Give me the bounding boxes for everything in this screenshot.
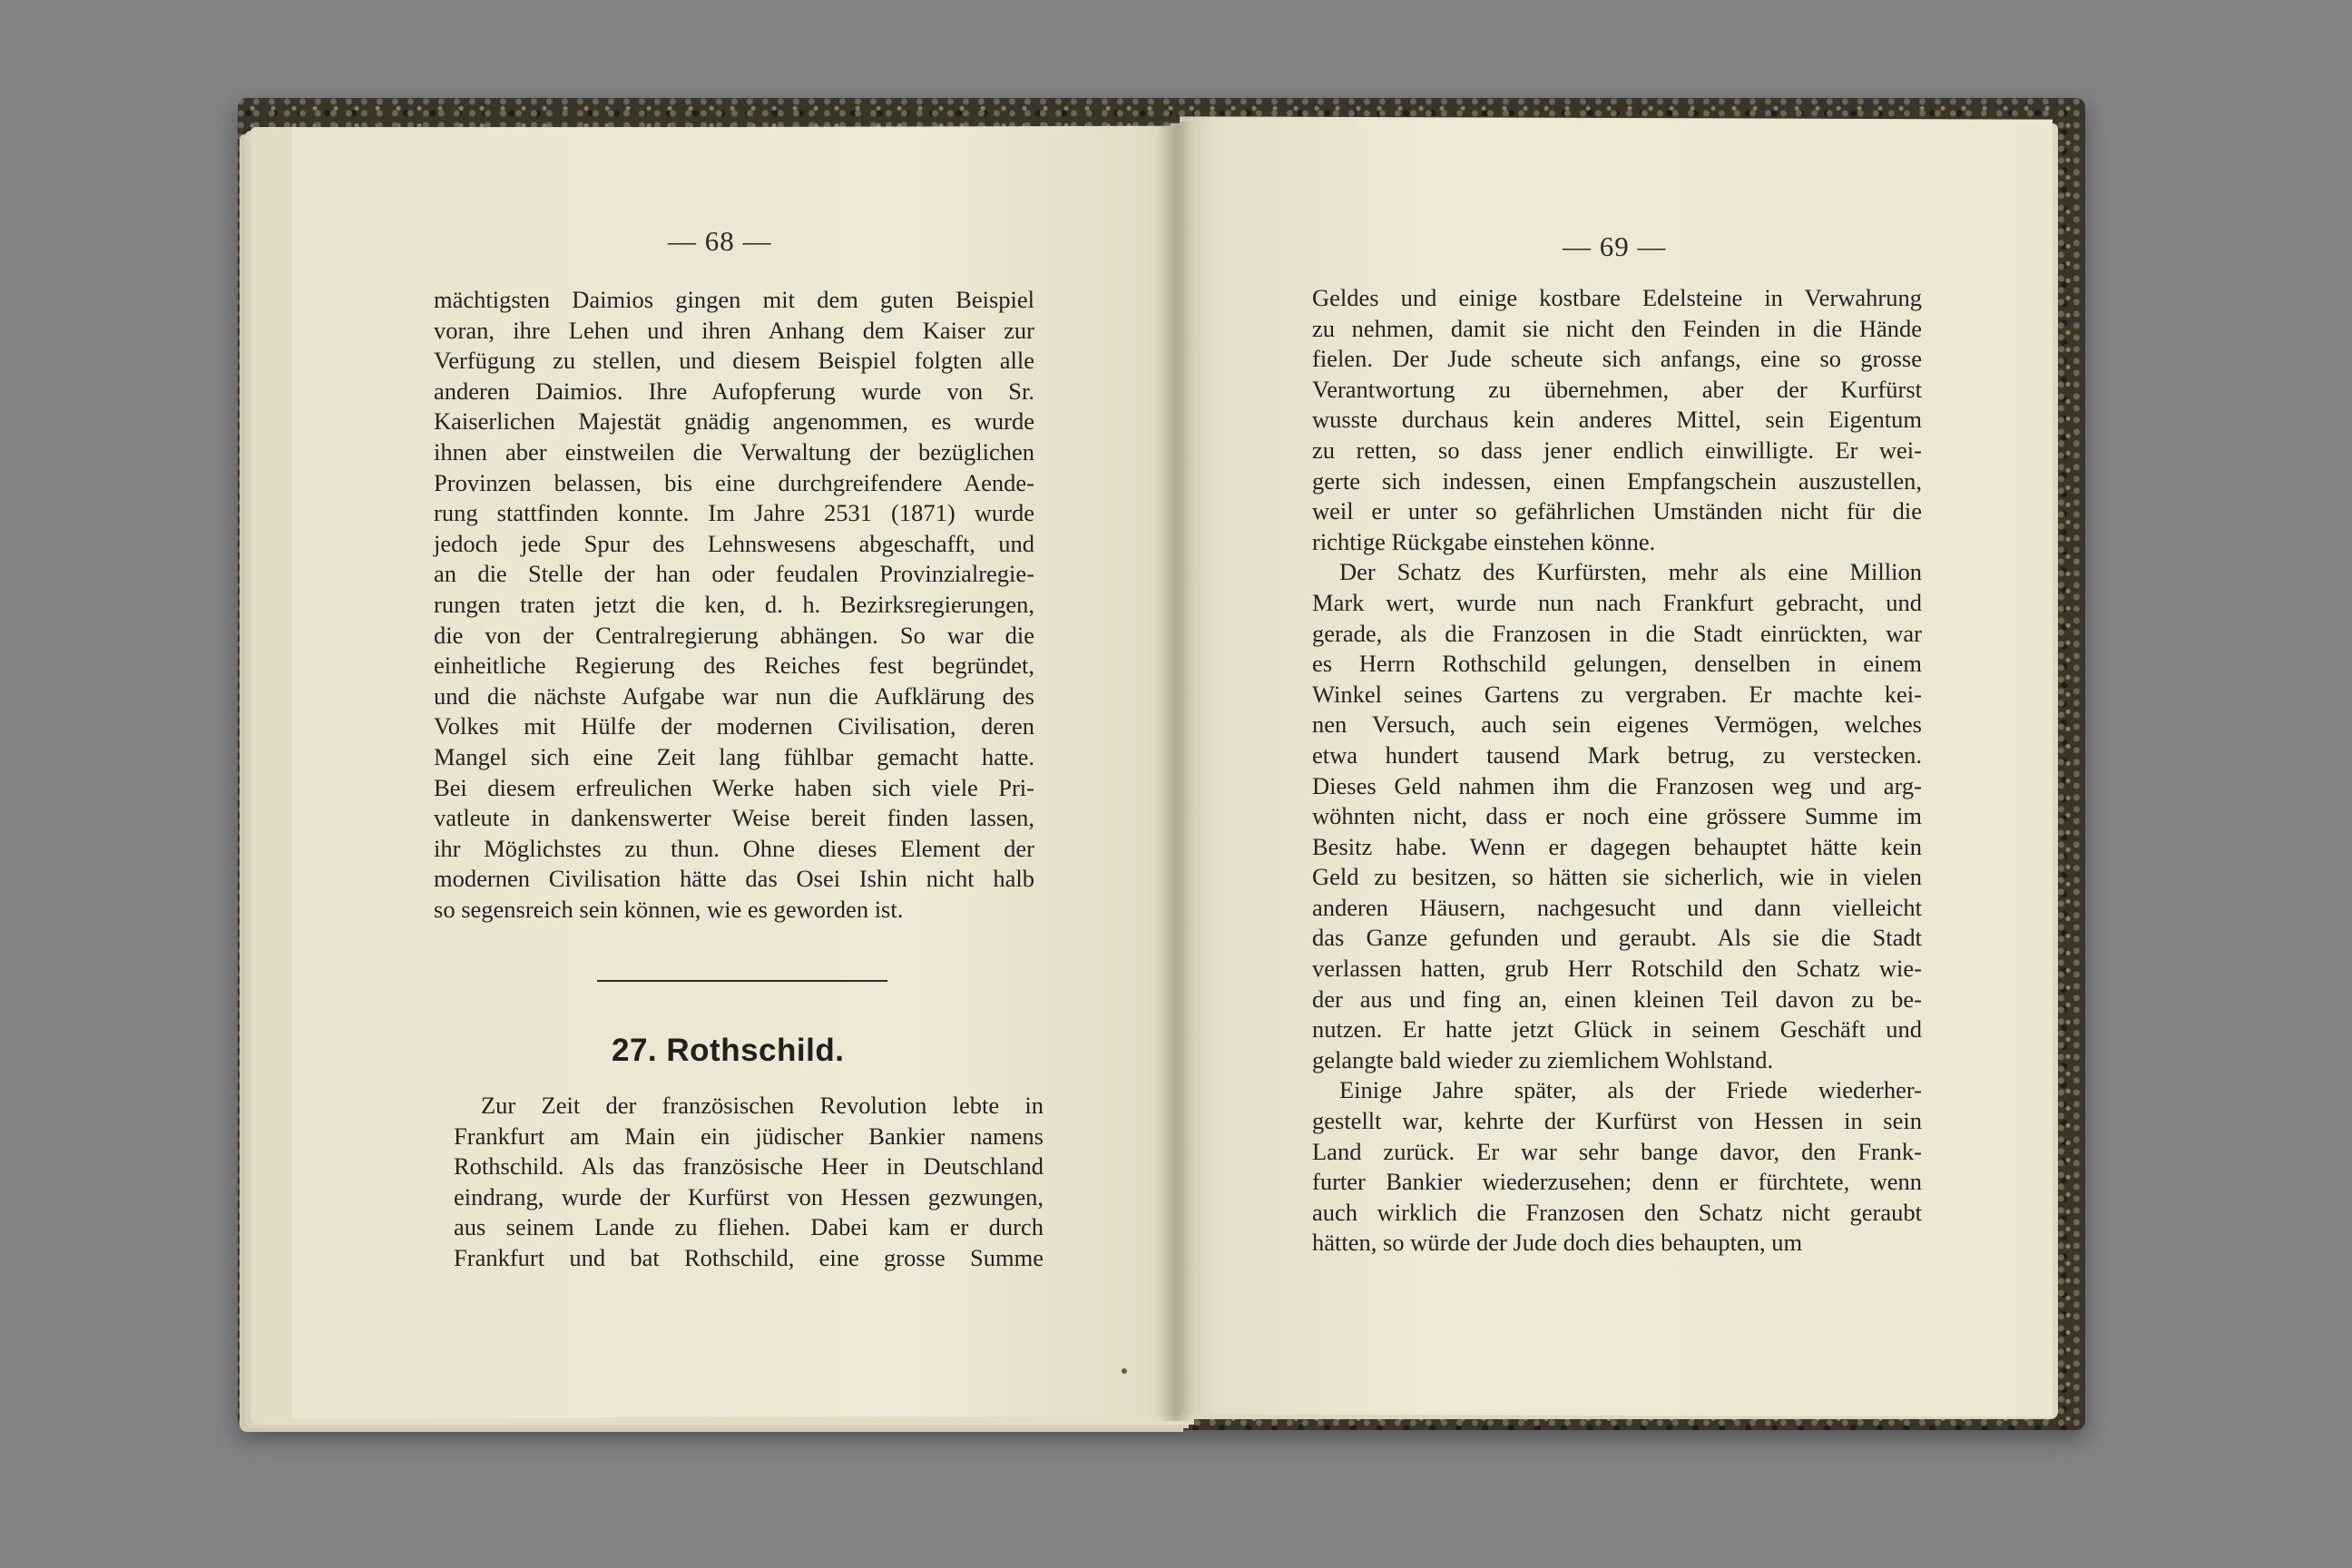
text-line: anderen Daimios. Ihre Aufopferung wurde von Sr. [434,377,1034,405]
text-line: das Ganze gefunden und geraubt. Als sie die Stadt [1312,924,1922,952]
text-line: die von der Centralregierung abhängen. So war die [434,621,1034,649]
text-line: eindrang, wurde der Kurfürst von Hessen gezwungen, [454,1182,1044,1210]
text-line: Besitz habe. Wenn er dagegen behauptet hätte kein [1312,832,1922,860]
text-line: so segensreich sein können, wie es geworden ist. [434,895,904,923]
text-line: verlassen hatten, grub Herr Rotschild den Schatz wie- [1312,955,1922,983]
text-line: wusste durchaus kein anderes Mittel, sein Eigentum [1312,406,1922,434]
text-line: Winkel seines Gartens zu vergraben. Er machte kei- [1312,680,1922,708]
text-line: gelangte bald wieder zu ziemlichem Wohlstand. [1312,1045,1774,1073]
left-page-number: — 68 — [668,225,772,257]
text-line: fielen. Der Jude scheute sich anfangs, eine so grosse [1312,345,1922,373]
text-line: einheitliche Regierung des Reiches fest begründet, [434,652,1034,680]
text-line: zu retten, so dass jener endlich einwilligte. Er wei- [1312,436,1922,464]
text-line: zu nehmen, damit sie nicht den Feinden in die Hände [1312,314,1922,342]
text-line: Provinzen belassen, bis eine durchgreifendere Aende- [434,468,1034,496]
text-line: ihr Möglichstes zu thun. Ohne dieses Element der [434,834,1034,862]
text-line: Der Schatz des Kurfürsten, mehr als eine Million [1339,558,1922,586]
text-line: voran, ihre Lehen und ihren Anhang dem Kaiser zur [434,316,1034,344]
text-line: rungen traten jetzt die ken, d. h. Bezirksregierungen, [434,590,1034,618]
text-line: richtige Rückgabe einstehen könne. [1312,527,1656,555]
book-gutter [1158,122,1194,1421]
text-line: Geldes und einige kostbare Edelsteine in Verwahrung [1312,284,1922,311]
left-page-section-text [454,1091,1044,1274]
text-line: es Herrn Rothschild gelungen, denselben in einem [1312,650,1922,678]
text-line: Bei diesem erfreulichen Werke haben sich viele Pri- [434,773,1034,801]
text-line: Einige Jahre später, als der Friede wiederher- [1339,1076,1922,1104]
text-line: Mangel sich eine Zeit lang fühlbar gemacht hatte. [434,742,1034,770]
text-line: Verfügung zu stellen, und diesem Beispiel folgten alle [434,347,1034,375]
right-page-number: — 69 — [1563,230,1667,262]
right-page-body [1312,283,1922,1259]
section-divider [597,980,887,982]
text-line: Dieses Geld nahmen ihm die Franzosen weg und arg- [1312,771,1922,799]
text-line: mächtigsten Daimios gingen mit dem guten Beispiel [434,286,1034,313]
text-line: furter Bankier wiederzusehen; denn er fürchtete, wenn [1312,1168,1922,1196]
text-line: auch wirklich die Franzosen den Schatz nicht geraubt [1312,1198,1922,1226]
text-line: hätten, so würde der Jude doch dies behaupten, um [1312,1229,1803,1257]
text-line: vatleute in dankenswerter Weise bereit finden lassen, [434,804,1034,832]
text-line: aus seinem Lande zu fliehen. Dabei kam er durch [454,1213,1044,1241]
text-line: modernen Civilisation hätte das Osei Ishin nicht halb [434,865,1034,893]
text-line: Mark wert, wurde nun nach Frankfurt gebracht, und [1312,588,1922,616]
text-line: nutzen. Er hatte jetzt Glück in seinem Geschäft und [1312,1015,1922,1044]
text-line: gerade, als die Franzosen in die Stadt einrückten, war [1312,619,1922,647]
text-line: weil er unter so gefährlichen Umständen nicht für die [1312,497,1922,525]
text-line: Land zurück. Er war sehr bange davor, den Frank- [1312,1137,1922,1165]
text-line: gestellt war, kehrte der Kurfürst von Hessen in sein [1312,1107,1922,1135]
text-line: ihnen aber einstweilen die Verwaltung der bezüglichen [434,437,1034,466]
text-line: nen Versuch, auch sein eigenes Vermögen, welches [1312,710,1922,739]
text-line: Volkes mit Hülfe der modernen Civilisation, deren [434,712,1034,740]
text-line: Frankfurt und bat Rothschild, eine grosse Summe [454,1243,1044,1271]
text-line: Zur Zeit der französischen Revolution lebte in [481,1092,1044,1119]
text-line: wöhnten nicht, dass er noch eine grössere Summe im [1312,802,1922,830]
text-line: gerte sich indessen, einen Empfangschein auszustellen, [1312,466,1922,495]
page-mark [1122,1368,1127,1374]
text-line: rung stattfinden konnte. Im Jahre 2531 (1871) wurde [434,499,1034,527]
text-line: Rothschild. Als das französische Heer in Deutschland [454,1152,1044,1181]
left-page-body [434,285,1034,925]
text-line: der aus und fing an, einen kleinen Teil davon zu be- [1312,985,1922,1013]
text-line: anderen Häusern, nachgesucht und dann vielleicht [1312,893,1922,921]
text-line: und die nächste Aufgabe war nun die Aufklärung des [434,681,1034,710]
text-line: Geld zu besitzen, so hätten sie sicherlich, wie in vielen [1312,863,1922,891]
text-line: Verantwortung zu übernehmen, aber der Kurfürst [1312,375,1922,403]
text-line: Kaiserlichen Majestät gnädig angenommen, es wurde [434,407,1034,436]
chapter-heading: 27. Rothschild. [612,1033,845,1068]
text-line: jedoch jede Spur des Lehnswesens abgeschafft, und [434,529,1034,557]
text-line: etwa hundert tausend Mark betrug, zu verstecken. [1312,740,1922,769]
text-line: Frankfurt am Main ein jüdischer Bankier namens [454,1122,1044,1150]
text-line: an die Stelle der han oder feudalen Provinzialregie- [434,560,1034,588]
